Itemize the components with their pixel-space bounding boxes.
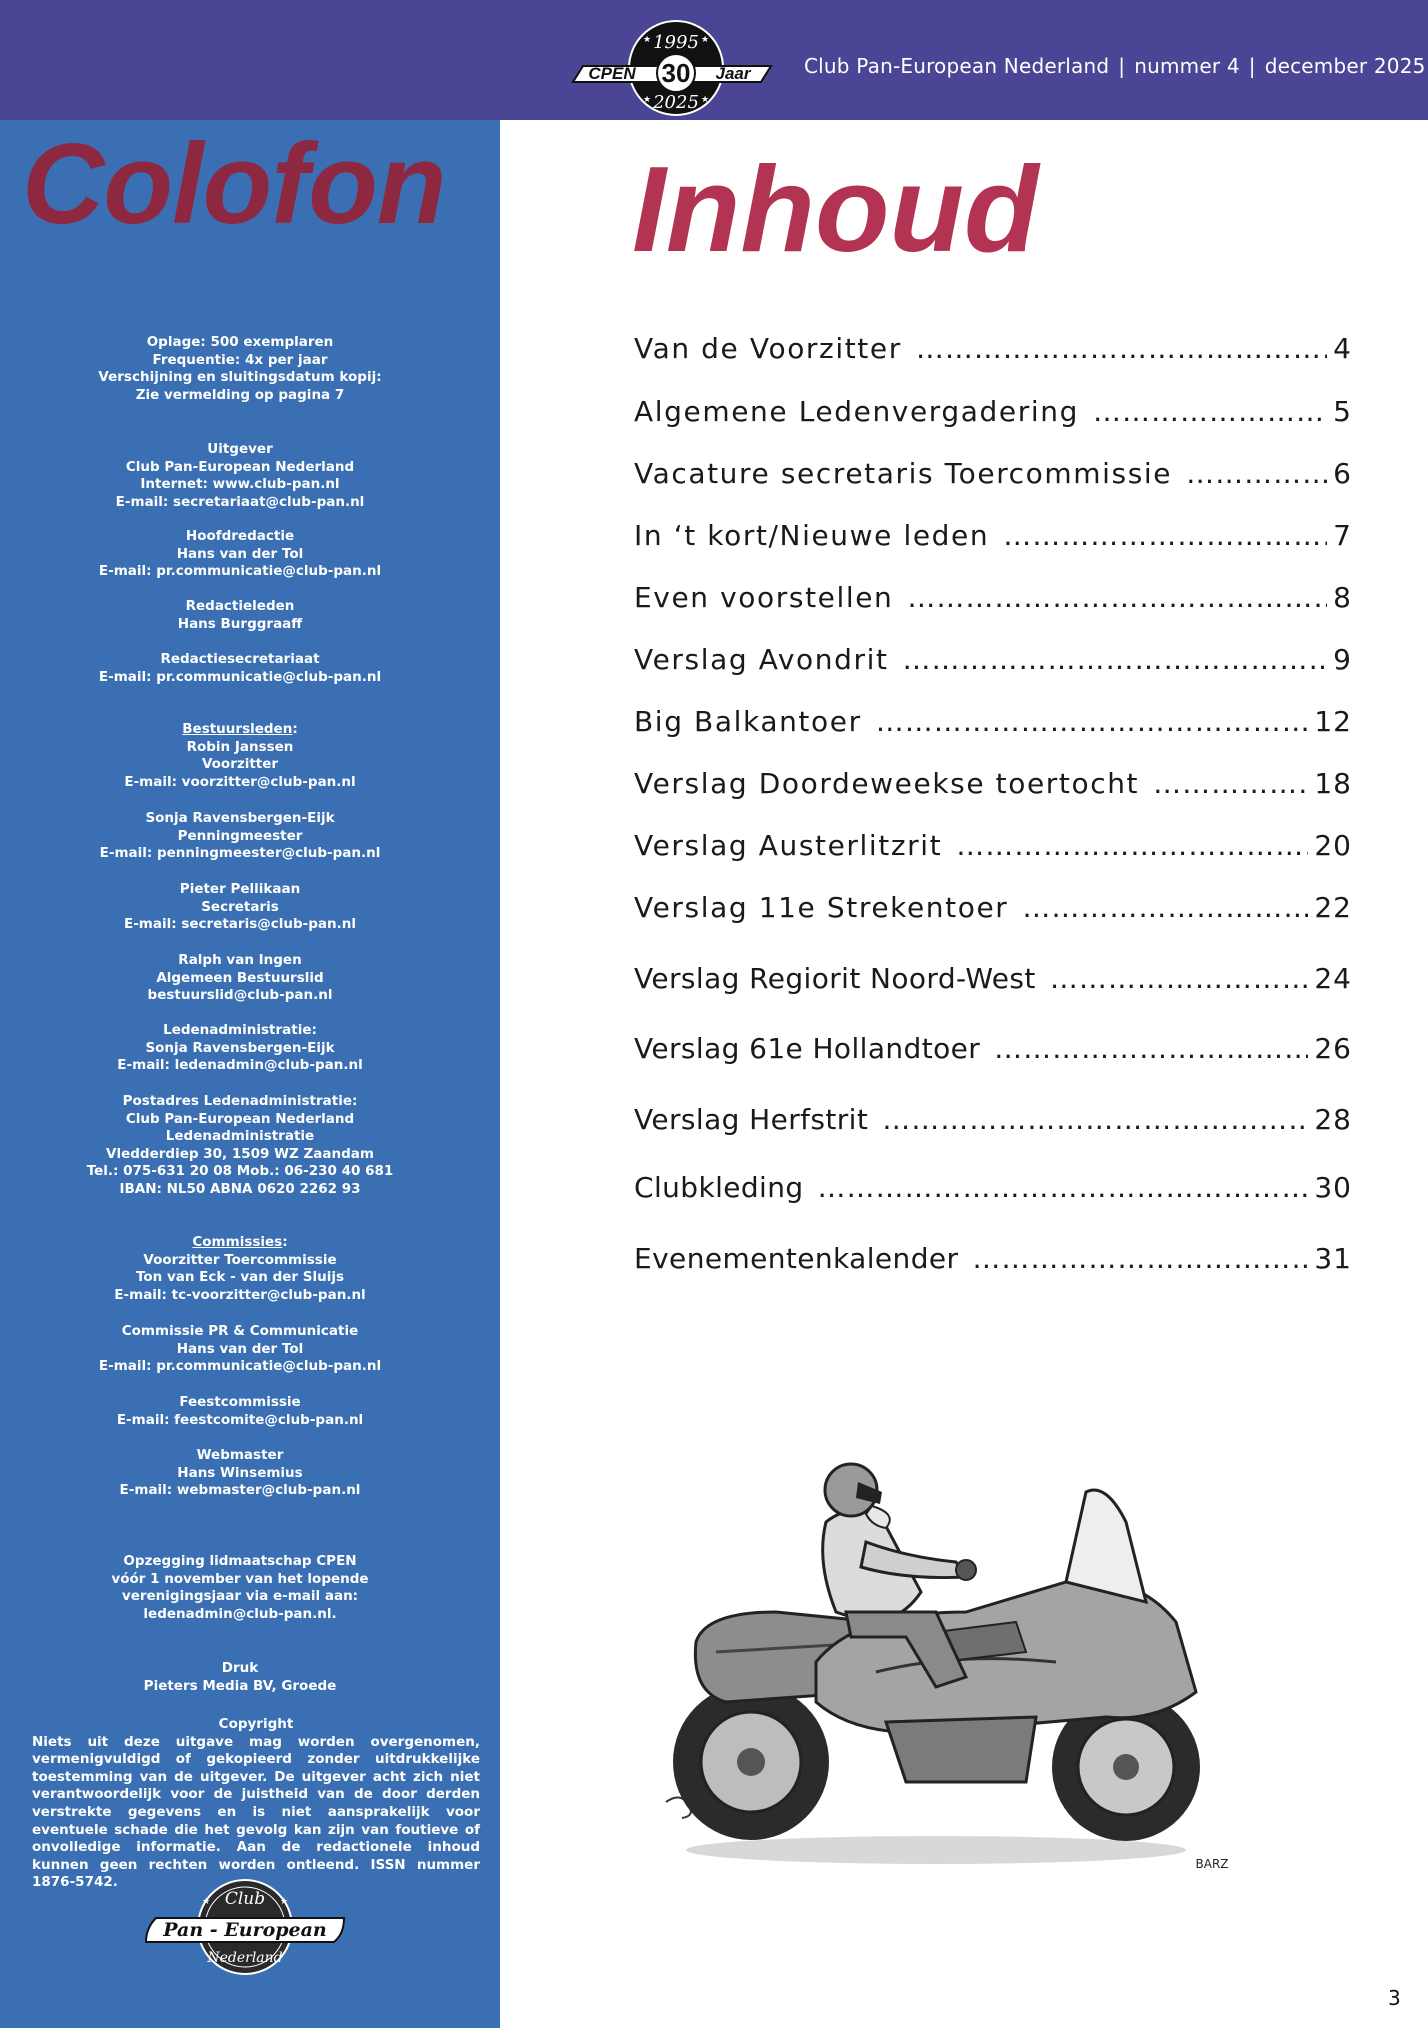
toc-leader-dots (1186, 457, 1327, 490)
toc-item-title: Verslag Regiorit Noord-West (634, 962, 1036, 995)
colofon-line: Ton van Eck - van der Sluijs (135, 1269, 345, 1286)
colofon-line: E-mail: pr.communicatie@club-pan.nl (98, 563, 382, 580)
colofon-line: Commissie PR & Communicatie (121, 1323, 359, 1339)
toc-item-title: Van de Voorzitter (634, 332, 902, 365)
toc-item[interactable] (634, 457, 1352, 490)
toc-item-title: Evenementenkalender (634, 1242, 959, 1275)
toc-item-title: Verslag Avondrit (634, 643, 889, 676)
colofon-block (0, 810, 480, 863)
colofon-line: Frequentie: 4x per jaar (152, 351, 328, 368)
colofon-line: Hans Winsemius (177, 1464, 303, 1481)
header-bar (0, 0, 1428, 120)
copyright-block (32, 1716, 480, 1892)
copyright-text: Niets uit deze uitgave mag worden overgenomen, vermenigvuldigd of gekopieerd zonder uitdrukkelijke toestemming van de uitgever. De uitgever acht zich niet verantwoordelijk voor de juistheid van de door derden verstrekte gegevens en is niet aansprakelijk voor eventuele schade die het gevolg kan zijn van foutieve of onvolledige informatie. Aan de redactionele inhoud kunnen geen rechten worden ontleend. ISSN nummer 1876-5742. (32, 1733, 480, 1891)
page-number: 3 (1388, 1986, 1401, 2010)
colofon-line: Club Pan-European Nederland (125, 458, 355, 475)
toc-item-page: 7 (1333, 519, 1352, 552)
colofon-line: E-mail: voorzitter@club-pan.nl (124, 773, 356, 790)
colofon-block (0, 1093, 480, 1199)
toc-item-page: 28 (1314, 1103, 1352, 1136)
toc-item[interactable] (634, 1103, 1352, 1136)
colofon-line: Webmaster (196, 1447, 284, 1463)
toc-item[interactable] (634, 891, 1352, 924)
toc-item[interactable] (634, 581, 1352, 614)
toc-leader-dots (916, 332, 1327, 365)
toc-item-page: 8 (1333, 581, 1352, 614)
colofon-line: IBAN: NL50 ABNA 0620 2262 93 (119, 1180, 361, 1197)
toc-item-page: 31 (1314, 1242, 1352, 1275)
colofon-block (0, 1394, 480, 1429)
logo-club: CPEN (588, 64, 636, 83)
svg-text:★: ★ (642, 95, 652, 105)
colofon-line: ledenadmin@club-pan.nl. (143, 1605, 337, 1622)
toc-leader-dots (994, 1032, 1308, 1065)
toc-item[interactable] (634, 643, 1352, 676)
colofon-line: Pieter Pellikaan (179, 881, 301, 897)
club-pan-european-logo (134, 1872, 356, 1982)
colofon-block (0, 721, 480, 791)
colofon-block (0, 528, 480, 581)
colofon-line: E-mail: pr.communicatie@club-pan.nl (98, 1358, 382, 1375)
toc-leader-dots (1003, 519, 1327, 552)
colofon-block (0, 1553, 480, 1623)
toc-item-title: Vacature secretaris Toercommissie (634, 457, 1173, 490)
toc-item-page: 12 (1314, 705, 1352, 738)
club-name: Club Pan-European Nederland (804, 54, 1110, 78)
issue-number: nummer 4 (1134, 54, 1240, 78)
logo-word: Jaar (715, 64, 751, 83)
toc-item-title: In ‘t kort/Nieuwe leden (634, 519, 990, 552)
toc-item-page: 18 (1314, 767, 1352, 800)
colofon-line: vóór 1 november van het lopende (111, 1570, 369, 1587)
toc-item[interactable] (634, 962, 1352, 995)
toc-item[interactable] (634, 1032, 1352, 1065)
toc-item-page: 24 (1314, 962, 1352, 995)
toc-item-title: Clubkleding (634, 1171, 804, 1204)
colofon-heading: Bestuursleden: (182, 721, 298, 737)
toc-leader-dots (882, 1103, 1308, 1136)
club-logo-top: Club (224, 1889, 266, 1909)
logo-year-top: 1995 (653, 32, 699, 53)
toc-item-page: 20 (1314, 829, 1352, 862)
colofon-line: Algemeen Bestuurslid (156, 969, 324, 986)
colofon-block (0, 1447, 480, 1500)
colofon-line: Oplage: 500 exemplaren (146, 334, 334, 350)
colofon-line: Hoofdredactie (185, 528, 295, 544)
colofon-block (0, 334, 480, 404)
colofon-line: Uitgever (207, 441, 273, 457)
colofon-line: Ledenadministratie (165, 1128, 315, 1145)
colofon-line: Feestcommissie (179, 1394, 301, 1410)
colofon-line: Postadres Ledenadministratie: (122, 1093, 358, 1109)
toc-item[interactable] (634, 705, 1352, 738)
svg-text:★: ★ (700, 95, 710, 105)
colofon-line: Opzegging lidmaatschap CPEN (123, 1553, 357, 1569)
colofon-block (0, 1234, 480, 1304)
separator: | (1118, 54, 1126, 78)
colofon-line: bestuurslid@club-pan.nl (147, 987, 333, 1004)
colofon-line: E-mail: penningmeester@club-pan.nl (99, 845, 381, 862)
toc-item-page: 26 (1314, 1032, 1352, 1065)
toc-item[interactable] (634, 1242, 1352, 1275)
toc-item[interactable] (634, 767, 1352, 800)
toc-item-title: Even voorstellen (634, 581, 894, 614)
colofon-line: Verschijning en sluitingsdatum kopij: (98, 369, 382, 386)
illustration-signature: BARZ (1195, 1857, 1229, 1871)
toc-item[interactable] (634, 395, 1352, 428)
colofon-line: Redactiesecretariaat (160, 651, 320, 667)
svg-text:★: ★ (201, 1897, 211, 1907)
svg-text:★: ★ (279, 1897, 289, 1907)
toc-item-page: 4 (1333, 332, 1352, 365)
colofon-line: E-mail: feestcomite@club-pan.nl (116, 1411, 364, 1428)
toc-item-page: 30 (1314, 1171, 1352, 1204)
colofon-line: Redactieleden (185, 598, 295, 614)
anniversary-logo (565, 20, 787, 120)
colofon-line: Secretaris (201, 898, 279, 915)
toc-item-title: Verslag Herfstrit (634, 1103, 869, 1136)
colofon-line: Ledenadministratie: (163, 1022, 317, 1038)
svg-text:★: ★ (700, 35, 710, 45)
colofon-line: Sonja Ravensbergen-Eijk (145, 1039, 335, 1056)
colofon-block (0, 1323, 480, 1376)
colofon-block (0, 441, 480, 511)
toc-item-title: Algemene Ledenvergadering (634, 395, 1079, 428)
colofon-title: Colofon (22, 121, 446, 248)
toc-leader-dots (956, 829, 1308, 862)
colofon-line: Pieters Media BV, Groede (143, 1677, 337, 1694)
colofon-line: Hans Burggraaff (177, 615, 303, 632)
colofon-line: Tel.: 075-631 20 08 Mob.: 06-230 40 681 (86, 1163, 394, 1180)
header-info (804, 54, 1426, 78)
colofon-block (0, 952, 480, 1005)
toc-item[interactable] (634, 829, 1352, 862)
colofon-line: verenigingsjaar via e-mail aan: (121, 1588, 359, 1605)
colofon-block (0, 598, 480, 633)
colofon-block (0, 1660, 480, 1695)
club-logo-middle: Pan - European (163, 1919, 327, 1941)
colofon-line: Robin Janssen (186, 738, 294, 755)
toc-leader-dots (907, 581, 1327, 614)
motorcycle-cartoon-illustration (636, 1462, 1252, 1894)
toc-leader-dots (972, 1242, 1308, 1275)
colofon-line: Club Pan-European Nederland (125, 1110, 355, 1127)
issue-date: december 2025 (1264, 54, 1426, 78)
colofon-line: Voorzitter Toercommissie (143, 1251, 337, 1268)
colofon-line: Druk (221, 1660, 259, 1676)
colofon-line: E-mail: webmaster@club-pan.nl (119, 1482, 361, 1499)
colofon-line: E-mail: secretariaat@club-pan.nl (115, 493, 365, 510)
toc-item-page: 22 (1314, 891, 1352, 924)
colofon-line: Voorzitter (201, 756, 279, 773)
toc-leader-dots (903, 643, 1328, 676)
toc-item-title: Big Balkantoer (634, 705, 862, 738)
inhoud-title: Inhoud (632, 141, 1039, 277)
toc-leader-dots (1050, 962, 1309, 995)
colofon-line: Hans van der Tol (176, 1340, 304, 1357)
colofon-line: E-mail: secretaris@club-pan.nl (123, 916, 356, 933)
copyright-title: Copyright (218, 1716, 294, 1732)
logo-year-bottom: 2025 (653, 92, 699, 113)
colofon-block (0, 651, 480, 686)
club-logo-bottom: Nederland (207, 1950, 283, 1966)
colofon-line: Sonja Ravensbergen-Eijk (145, 810, 335, 826)
colofon-line: Penningmeester (177, 827, 303, 844)
colofon-line: Vledderdiep 30, 1509 WZ Zaandam (106, 1145, 374, 1162)
toc-leader-dots (1093, 395, 1327, 428)
toc-item-page: 9 (1333, 643, 1352, 676)
toc-item-title: Verslag 11e Strekentoer (634, 891, 1009, 924)
toc-item-title: Verslag Doordeweekse toertocht (634, 767, 1140, 800)
colofon-block (0, 1022, 480, 1075)
toc-item[interactable] (634, 332, 1352, 365)
colofon-line: E-mail: tc-voorzitter@club-pan.nl (114, 1286, 366, 1303)
toc-item-page: 5 (1333, 395, 1352, 428)
colofon-line: E-mail: ledenadmin@club-pan.nl (117, 1057, 363, 1074)
colofon-line: E-mail: pr.communicatie@club-pan.nl (98, 668, 382, 685)
separator: | (1248, 54, 1256, 78)
colofon-block (0, 881, 480, 934)
toc-item[interactable] (634, 1171, 1352, 1204)
logo-number: 30 (661, 58, 691, 88)
colofon-line: Zie vermelding op pagina 7 (135, 386, 345, 403)
toc-item[interactable] (634, 519, 1352, 552)
toc-leader-dots (876, 705, 1309, 738)
colofon-line: Hans van der Tol (176, 545, 304, 562)
toc-item-title: Verslag 61e Hollandtoer (634, 1032, 981, 1065)
toc-leader-dots (818, 1171, 1309, 1204)
toc-item-page: 6 (1333, 457, 1352, 490)
colofon-heading: Commissies: (192, 1234, 288, 1250)
toc-item-title: Verslag Austerlitzrit (634, 829, 943, 862)
colofon-line: Ralph van Ingen (178, 952, 302, 968)
colofon-line: Internet: www.club-pan.nl (140, 476, 340, 493)
toc-leader-dots (1022, 891, 1308, 924)
toc-leader-dots (1153, 767, 1308, 800)
svg-text:★: ★ (642, 35, 652, 45)
